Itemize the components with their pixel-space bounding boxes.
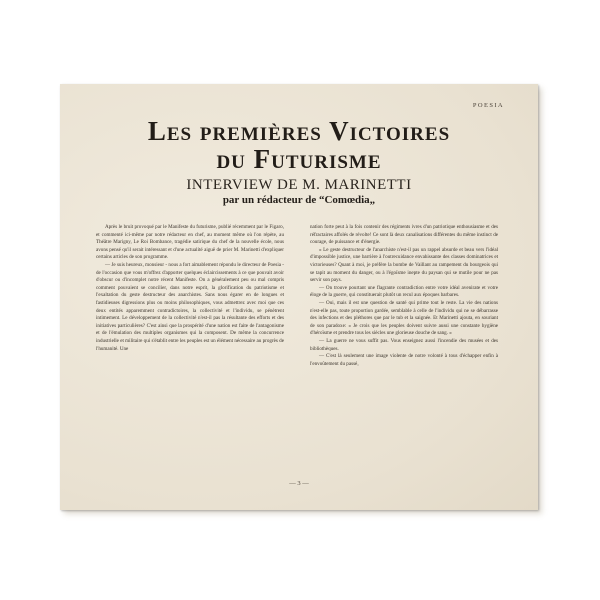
paragraph: — C'est là seulement une image violente de notre volonté à tous d'échapper enfin à l'envoûtement du passé, <box>310 353 498 367</box>
paragraph: nation forte peut à la fois contenir des régiments ivres d'un patriotique enthousiasme et des réfractaires affolés de révolte! Ce sont là deux canalisations différentes du même instinct de courage, de puissance et d'énergie. <box>310 224 498 246</box>
article-byline: par un rédacteur de “Comœdia„ <box>222 194 376 206</box>
paragraph: — Je suis heureux, monsieur - nous a fort aimablement répondu le directeur de Poesia - de l'occasion que vous m'offrez d'apporter quelques éclaircissements à ce que pouvait avoir d'obscur ou d'incomplet notre récent Manifeste. On a généralement peu ou mal compris comment pouvaient se concilier, dans notre esprit, la glorification du patriotisme et l'exaltation du geste destructeur des anarchistes. Sans nous égarer en de longues et fastidieuses digressions plus ou moins philosophiques, vous admettrez avec moi que ces deux entités apparemment contradictoires, la collectivité et l'individu, se pénètrent intimement. Le développement de la collectivité n'est-il pas la résultante des efforts et des initiatives particulières? C'est ainsi que la prospérité d'une nation est faite de l'antagonisme et de l'émulation des multiples organismes qui la composent. De même la concurrence industrielle et militaire qui s'établit entre les peuples est un élément nécessaire au progrès de l'humanité. Une <box>96 261 284 352</box>
text-column-left <box>96 224 284 353</box>
paragraph: — La guerre ne vous suffit pas. Vous enseignez aussi l'incendie des musées et des bibliothèques. <box>310 337 498 352</box>
paragraph: « Le geste destructeur de l'anarchiste n'est-il pas un rappel absurde et beau vers l'idéal d'impossible justice, une barrière à l'outrecuidance envahissante des classes dominatrices et victorieuses? Quant à moi, je préfère la bombe de Vaillant au rampement du bourgeois qui se tapit au moment du danger, ou à l'égoïsme inepte du paysan qui se mutile pour ne pas servir son pays. <box>310 246 498 284</box>
title-line-2: du Futurisme <box>216 144 382 174</box>
page-number: — 3 — <box>289 480 309 487</box>
article-subtitle: INTERVIEW DE M. MARINETTI <box>186 177 412 193</box>
running-head: POESIA <box>472 102 504 109</box>
document-page <box>60 84 538 510</box>
text-column-right <box>310 224 498 368</box>
article-title <box>60 118 538 173</box>
paragraph: Après le bruit provoqué par le Manifeste du futurisme, publié récemment par le Figaro, et commenté ici-même par notre rédacteur en chef, au moment même où l'on répète, au Théâtre Marigny, Le Roi Bombance, tragédie satirique du chef de la nouvelle école, nous avons pensé qu'il serait intéressant et d'une actualité aiguë de prier M. Marinetti d'expliquer certains articles de son programme. <box>96 224 284 261</box>
title-line-1: Les premières Victoires <box>147 116 451 146</box>
paragraph: — Oui, mais il est une question de santé qui prime tout le reste. La vie des nations n'est-elle pas, toute proportion gardée, semblable à celle de l'individu qui ne se débarrasse des infections et des pléthores que par le tub et la saignée. Et Marinetti ajouta, en souriant de son paradoxe: « Je crois que les peuples doivent suivre aussi une constante hygiène d'héroïsme et prendre tous les siècles une glorieuse douche de sang. » <box>310 299 498 337</box>
paragraph: — On trouve pourtant une flagrante contradiction entre votre idéal avenirate et votre éloge de la guerre, qui constituerait plutôt un recul aux époques barbares. <box>310 284 498 299</box>
